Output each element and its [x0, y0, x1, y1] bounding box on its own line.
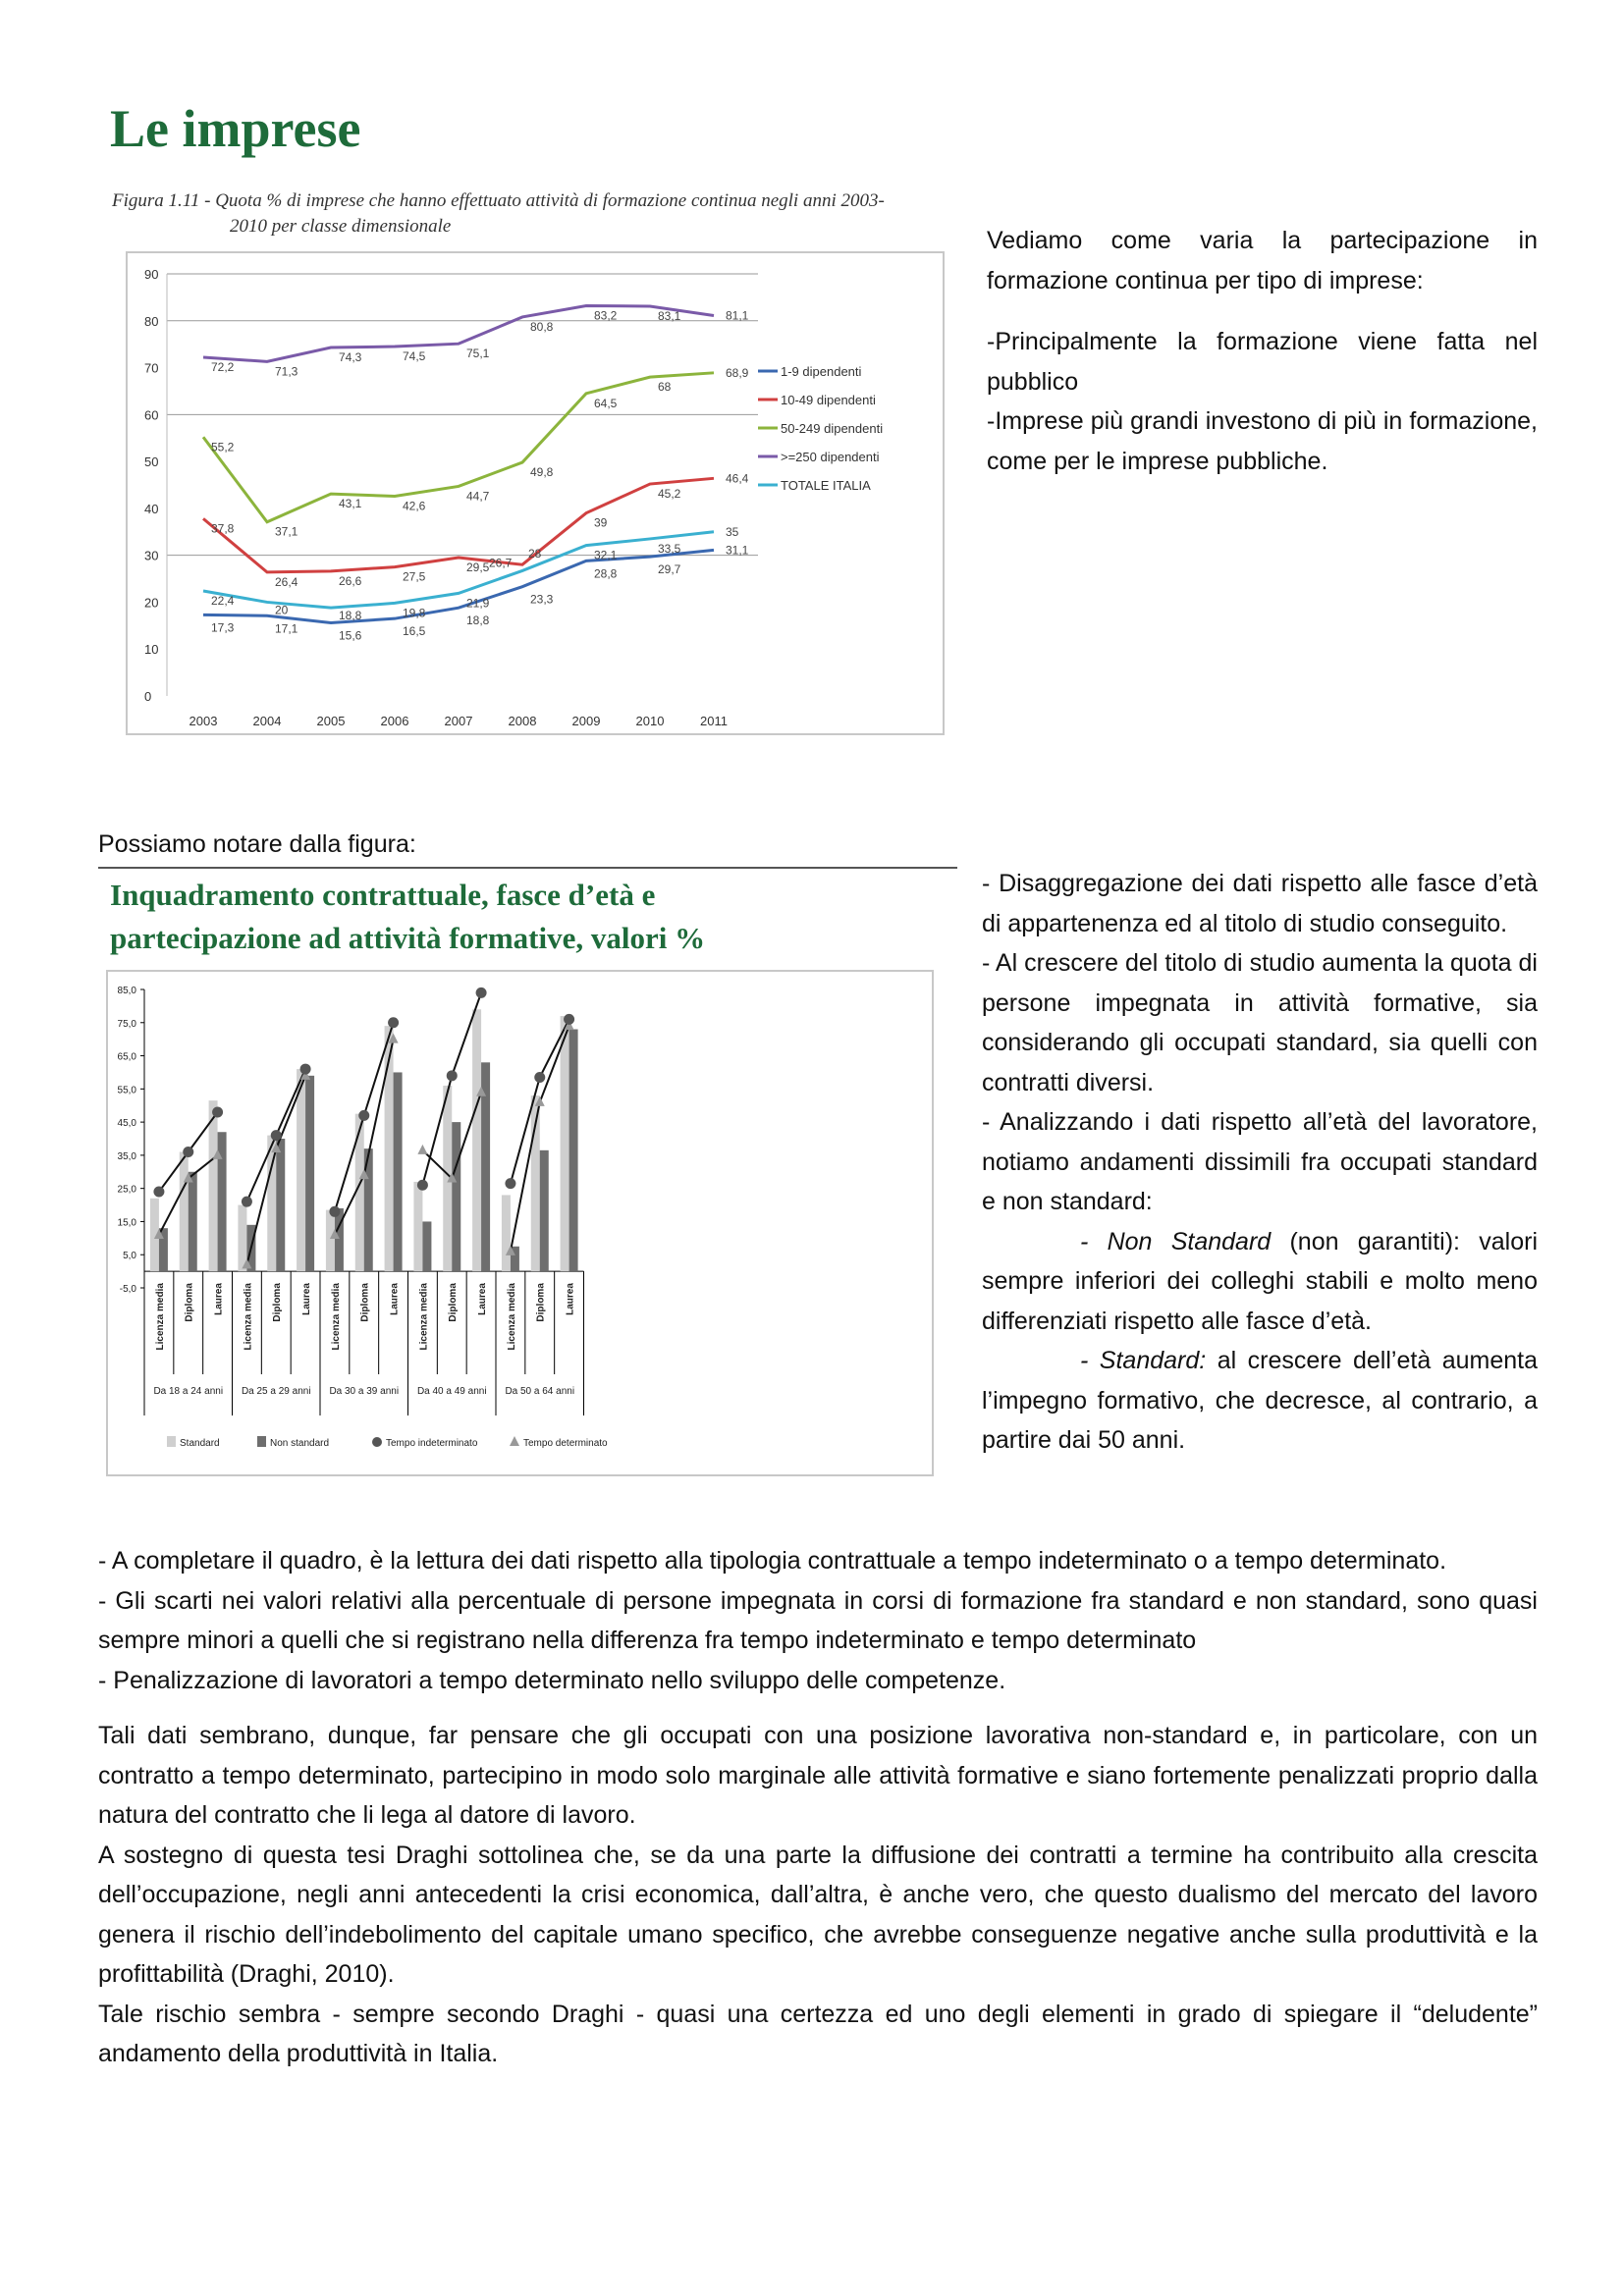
legend-label: Tempo determinato — [523, 1438, 608, 1449]
right-notes — [982, 864, 1538, 1500]
category-label: Laurea — [301, 1283, 313, 1315]
category-label: Diploma — [535, 1283, 547, 1322]
data-label: 27,5 — [403, 569, 426, 584]
y-tick-label: 60 — [144, 407, 159, 423]
caption-line: 2010 per classe dimensionale — [230, 216, 452, 237]
intro-text — [987, 221, 1538, 481]
data-label: 74,5 — [403, 349, 426, 364]
x-tick-label: 2011 — [700, 714, 728, 728]
data-label: 74,3 — [339, 350, 362, 365]
data-label: 46,4 — [726, 471, 749, 486]
data-label: 28 — [528, 547, 542, 561]
y-tick-label: 85,0 — [117, 986, 136, 996]
group-label: Da 25 a 29 anni — [241, 1386, 311, 1397]
x-tick-label: 2007 — [444, 714, 473, 728]
x-tick-label: 2005 — [316, 714, 346, 728]
data-label: 31,1 — [726, 543, 749, 558]
title-line: partecipazione ad attività formative, valori % — [110, 921, 706, 955]
y-tick-label: 5,0 — [123, 1251, 136, 1262]
x-tick-label: 2009 — [571, 714, 601, 728]
x-tick-label: 2006 — [380, 714, 409, 728]
paragraph: -Principalmente la formazione viene fatta nel pubblico — [987, 328, 1538, 396]
legend-label: 50-249 dipendenti — [781, 421, 884, 436]
x-tick-label: 2004 — [252, 714, 282, 728]
y-tick-label: -5,0 — [119, 1284, 136, 1295]
paragraph: -Imprese più grandi investono di più in formazione, come per le imprese pubbliche. — [987, 407, 1538, 475]
data-label: 81,1 — [726, 308, 749, 323]
y-tick-label: 80 — [144, 313, 159, 329]
data-label: 55,2 — [211, 440, 235, 454]
data-label: 26,4 — [275, 574, 298, 589]
page-title: Le imprese — [110, 99, 361, 158]
y-tick-label: 90 — [144, 267, 159, 282]
text-flow — [98, 864, 1538, 2074]
data-label: 49,8 — [530, 465, 554, 480]
legend-label: Standard — [180, 1438, 220, 1449]
y-tick-label: 75,0 — [117, 1018, 136, 1030]
y-tick-label: 65,0 — [117, 1051, 136, 1063]
section-lead: Possiamo notare dalla figura: — [98, 830, 416, 858]
data-label: 42,6 — [403, 499, 426, 513]
category-label: Laurea — [477, 1283, 489, 1315]
y-tick-label: 35,0 — [117, 1150, 136, 1162]
data-label: 21,9 — [466, 596, 490, 611]
data-label: 64,5 — [594, 396, 618, 410]
legend-label: Non standard — [270, 1438, 330, 1449]
y-tick-label: 30 — [144, 548, 159, 563]
category-label: Licenza media — [243, 1283, 254, 1351]
note: - Al crescere del titolo di studio aumenta la quota di persone impegnata in attività formative, sia considerando gli occupati standard, sia quelli con contratti diversi. — [982, 949, 1538, 1096]
y-tick-label: 0 — [144, 689, 152, 704]
note-label: - Non Standard — [1080, 1227, 1272, 1255]
paragraph: Vediamo come varia la partecipazione in formazione continua per tipo di imprese: — [987, 227, 1538, 294]
data-label: 20 — [275, 603, 289, 617]
category-label: Diploma — [184, 1283, 195, 1322]
group-label: Da 50 a 64 anni — [505, 1386, 575, 1397]
data-label: 44,7 — [466, 489, 490, 504]
y-tick-label: 70 — [144, 360, 159, 376]
note-text: (non garantiti): valori sempre inferiori dei colleghi stabili e molto meno differenziati rispetto alle fasce d’età. — [982, 1227, 1539, 1335]
category-label: Licenza media — [506, 1283, 517, 1351]
note — [982, 1222, 1538, 1342]
data-label: 15,6 — [339, 628, 362, 643]
data-label: 26,6 — [339, 573, 362, 588]
data-label: 83,1 — [658, 308, 681, 323]
data-label: 68 — [658, 380, 672, 395]
data-label: 28,8 — [594, 566, 618, 581]
data-label: 26,7 — [489, 556, 513, 570]
data-label: 35 — [726, 524, 739, 539]
line-chart — [128, 253, 943, 733]
x-tick-label: 2003 — [189, 714, 218, 728]
series-line — [203, 373, 714, 522]
data-label: 18,8 — [466, 614, 490, 628]
paragraph: - A completare il quadro, è la lettura dei dati rispetto alla tipologia contrattuale a tempo indeterminato o a tempo determinato. — [98, 1547, 1447, 1575]
data-label: 72,2 — [211, 360, 235, 375]
category-label: Laurea — [213, 1283, 225, 1315]
paragraph: Tali dati sembrano, dunque, far pensare che gli occupati con una posizione lavorativa non-standard e, in particolare, con un contratto a tempo determinato, partecipino in modo solo marginale alle attività formative e siano fortemente penalizzati proprio dalla natura del contratto che li lega al datore di lavoro. — [98, 1722, 1538, 1829]
figure1-caption — [112, 188, 976, 240]
x-tick-label: 2008 — [508, 714, 537, 728]
category-label: Diploma — [448, 1283, 460, 1322]
legend-label: TOTALE ITALIA — [781, 478, 871, 493]
data-label: 68,9 — [726, 365, 749, 380]
legend-label: 10-49 dipendenti — [781, 393, 876, 407]
series-line — [203, 305, 714, 364]
data-label: 17,3 — [211, 620, 235, 635]
caption-line: Figura 1.11 - Quota % di imprese che hanno effettuato attività di formazione continua negli anni 2003- — [112, 190, 885, 211]
legend-label: 1-9 dipendenti — [781, 364, 862, 379]
title-line: Inquadramento contrattuale, fasce d’età e — [110, 878, 656, 912]
group-label: Da 30 a 39 anni — [329, 1386, 400, 1397]
data-label: 33,5 — [658, 541, 681, 556]
data-label: 43,1 — [339, 497, 362, 511]
note: - Analizzando i dati rispetto all’età del lavoratore, notiamo andamenti dissimili fra occupati standard e non standard: — [982, 1108, 1538, 1215]
category-label: Licenza media — [330, 1283, 342, 1351]
data-label: 29,5 — [466, 561, 490, 575]
paragraph: - Penalizzazione di lavoratori a tempo determinato nello sviluppo delle competenze. — [98, 1666, 1006, 1694]
data-label: 17,1 — [275, 621, 298, 636]
group-label: Da 40 a 49 anni — [416, 1386, 487, 1397]
paragraph: - Gli scarti nei valori relativi alla percentuale di persone impegnata in corsi di formazione fra standard e non standard, sono quasi sempre minori a quelli che si registrano nella differenza fra tempo indeterminato e tempo determinato — [98, 1586, 1538, 1654]
body-text — [98, 1541, 1538, 2074]
data-label: 23,3 — [530, 592, 554, 607]
y-tick-label: 25,0 — [117, 1184, 136, 1196]
y-tick-label: 20 — [144, 595, 159, 611]
data-label: 83,2 — [594, 308, 618, 323]
category-label: Laurea — [565, 1283, 576, 1315]
category-label: Diploma — [359, 1283, 371, 1322]
legend-label: >=250 dipendenti — [781, 450, 880, 464]
category-label: Licenza media — [154, 1283, 166, 1351]
y-tick-label: 45,0 — [117, 1118, 136, 1130]
y-tick-label: 55,0 — [117, 1085, 136, 1096]
data-label: 75,1 — [466, 347, 490, 361]
data-label: 22,4 — [211, 593, 235, 608]
data-label: 16,5 — [403, 624, 426, 639]
figure1-chart — [126, 251, 945, 735]
data-label: 19,8 — [403, 606, 426, 620]
y-tick-label: 15,0 — [117, 1217, 136, 1229]
data-label: 18,8 — [339, 609, 362, 623]
category-label: Laurea — [389, 1283, 401, 1315]
data-label: 71,3 — [275, 364, 298, 379]
category-label: Licenza media — [418, 1283, 430, 1351]
data-label: 37,1 — [275, 524, 298, 539]
data-label: 29,7 — [658, 562, 681, 577]
data-label: 39 — [594, 515, 608, 530]
paragraph: Tale rischio sembra - sempre secondo Draghi - quasi una certezza ed uno degli elementi in grado di spiegare il “deludente” andamento della produttività in Italia. — [98, 2000, 1538, 2067]
note-text: al crescere dell’età aumenta l’impegno formativo, che decresce, al contrario, a partire dai 50 anni. — [982, 1347, 1539, 1454]
x-tick-label: 2010 — [635, 714, 665, 728]
y-tick-label: 40 — [144, 501, 159, 516]
paragraph: A sostegno di questa tesi Draghi sottolinea che, se da una parte la diffusione dei contratti a termine ha contribuito alla crescita dell’occupazione, negli anni antecedenti la crisi economica, dall’altra, è anche vero, che questo dualismo del mercato del lavoro genera il rischio dell’indebolimento del capitale umano specifico, che avrebbe conseguenze negative anche sulla produttività e la profittabilità (Draghi, 2010). — [98, 1841, 1538, 1988]
group-label: Da 18 a 24 anni — [153, 1386, 224, 1397]
data-label: 32,1 — [594, 548, 618, 562]
category-label: Diploma — [272, 1283, 284, 1322]
data-label: 45,2 — [658, 487, 681, 502]
y-tick-label: 50 — [144, 454, 159, 470]
legend-label: Tempo indeterminato — [386, 1438, 478, 1449]
data-label: 37,8 — [211, 521, 235, 536]
data-label: 80,8 — [530, 319, 554, 334]
note — [982, 1341, 1538, 1461]
note: - Disaggregazione dei dati rispetto alle fasce d’età di appartenenza ed al titolo di studio conseguito. — [982, 870, 1538, 937]
note-label: - Standard: — [1080, 1347, 1207, 1374]
y-tick-label: 10 — [144, 642, 159, 658]
